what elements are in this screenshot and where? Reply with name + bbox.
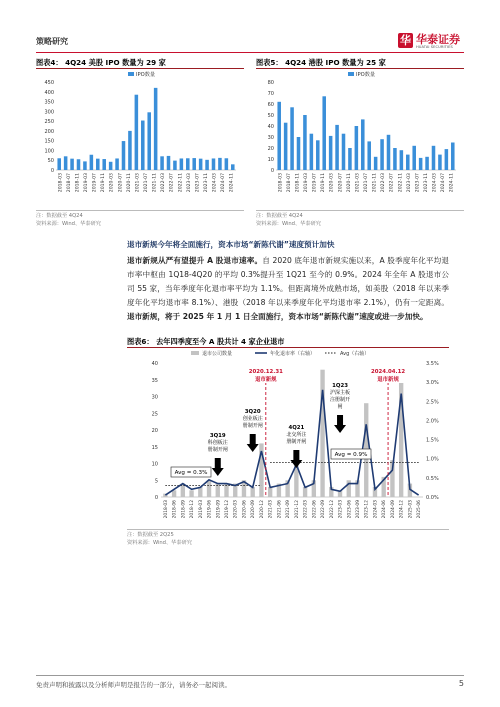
logo-cn-text: 华泰证券 — [416, 33, 460, 46]
fig5-bar — [380, 139, 384, 170]
fig6-annotation-text: 册制开闸 — [242, 423, 263, 429]
fig6-annotation-text: 册制开闸 — [286, 439, 307, 445]
fig6-xtick: 2018-12 — [190, 500, 196, 519]
fig6-annotation-text: 创业板注 — [242, 416, 263, 422]
fig5-xtick: 2024-11 — [449, 173, 455, 193]
fig6-ytick-left: 25 — [151, 411, 158, 418]
logo-mark-icon: 华 — [400, 34, 411, 47]
fig6-source: 资料来源：Wind、华泰研究 — [127, 540, 192, 546]
logo-en-text: HUATAI SECURITIES — [416, 45, 453, 49]
fig4-chart — [36, 70, 244, 208]
fig5-bar — [303, 115, 307, 170]
fig4-ytick: 150 — [44, 138, 54, 145]
fig4-bar — [83, 161, 87, 170]
fig6-ytick-right: 0.0% — [426, 495, 439, 501]
fig5-xtick: 2023-11 — [424, 173, 429, 193]
fig6-xtick: 2021-03 — [268, 500, 274, 519]
fig6-xtick: 2025-03 — [408, 500, 414, 519]
fig5-bar — [419, 158, 423, 170]
fig6-ytick-left: 0 — [154, 495, 158, 501]
fig5-title-rule — [256, 68, 464, 69]
fig4-bar — [147, 112, 151, 170]
fig5-bar — [342, 134, 346, 170]
page-number: 5 — [458, 679, 464, 688]
fig6-arrow-icon — [212, 458, 224, 476]
fig6-xtick: 2020-06 — [242, 500, 248, 519]
fig5-bar — [438, 155, 442, 170]
fig6-ytick-left: 20 — [151, 428, 158, 434]
fig5-ytick: 10 — [267, 157, 274, 163]
fig4-xtick: 2020-03 — [109, 173, 115, 193]
fig5-bar — [451, 143, 455, 171]
fig4-bar — [122, 141, 126, 170]
fig6-arrow-icon — [290, 450, 302, 468]
fig4-xtick: 2020-07 — [118, 173, 124, 193]
fig4-bar — [70, 159, 74, 170]
fig5-xtick: 2019-03 — [304, 173, 309, 193]
fig6-xtick: 2020-03 — [233, 500, 239, 519]
fig5-xtick: 2018-11 — [295, 173, 301, 193]
fig6-arrow-icon — [247, 434, 259, 452]
fig6-annotation-text: 册制开闸 — [207, 447, 228, 453]
fig6-xtick: 2022-03 — [303, 500, 309, 519]
fig5-bar — [406, 155, 410, 170]
fig5-bar — [387, 135, 391, 170]
fig4-bar — [102, 159, 106, 170]
fig6-ytick-left: 10 — [151, 461, 158, 468]
fig5-ytick: 40 — [267, 124, 274, 130]
fig6-bar — [172, 490, 176, 497]
footer-disclaimer: 免责声明和披露以及分析师声明是报告的一部分，请务必一起阅读。 — [36, 681, 231, 689]
fig5-bar — [348, 148, 352, 170]
fig6-xtick: 2023-09 — [356, 500, 361, 519]
fig6-annotation-title: 1Q23 — [332, 383, 348, 389]
fig5-ytick: 50 — [267, 113, 274, 119]
fig6-event-date: 2024.04.12 — [371, 369, 406, 375]
fig4-xtick: 2024-03 — [212, 173, 218, 193]
fig6-xtick: 2022-06 — [312, 500, 318, 519]
fig6-avg2-label: Avg = 0.9% — [334, 452, 368, 458]
fig4-xtick: 2022-11 — [178, 173, 184, 193]
fig5-bar — [367, 141, 371, 170]
fig6-bar — [320, 370, 324, 497]
fig5-title: 图表5： 4Q24 港股 IPO 数量为 25 家 — [256, 58, 386, 67]
fig4-legend-swatch — [128, 72, 134, 76]
fig6-ytick-right: 2.5% — [426, 399, 439, 406]
fig6-ytick-right: 1.0% — [426, 456, 439, 463]
fig4-ytick: 200 — [44, 128, 54, 135]
paragraph-1 — [127, 254, 449, 324]
fig5-bar — [329, 136, 333, 170]
fig6-xtick: 2024-03 — [373, 500, 379, 519]
fig6-xtick: 2019-06 — [207, 500, 213, 519]
fig6-ytick-left: 35 — [151, 377, 158, 384]
fig4-ytick: 250 — [44, 119, 54, 126]
fig6-ytick-right: 1.5% — [426, 437, 439, 444]
fig4-ytick: 450 — [44, 80, 54, 86]
fig5-xtick: 2021-03 — [355, 173, 361, 193]
fig4-xtick: 2023-07 — [195, 173, 201, 193]
fig6-annotation-title: 3Q19 — [209, 433, 226, 439]
fig4-xtick: 2019-11 — [101, 173, 107, 193]
fig4-xtick: 2023-11 — [204, 173, 209, 193]
fig4-xtick: 2018-03 — [58, 173, 64, 193]
fig6-legend-line: 年化退市率（右轴） — [270, 351, 316, 357]
fig6-bottom-rule — [127, 529, 449, 530]
fig5-xtick: 2022-07 — [389, 173, 395, 193]
fig6-xtick: 2023-06 — [347, 500, 353, 519]
fig4-title-rule — [36, 68, 244, 69]
fig6-xtick: 2018-06 — [172, 500, 178, 519]
fig6-xtick: 2024-12 — [399, 500, 405, 519]
fig5-ytick: 30 — [267, 135, 274, 141]
fig6-ytick-right: 0.5% — [426, 475, 439, 482]
fig6-xtick: 2021-06 — [277, 500, 283, 519]
fig4-xtick: 2022-03 — [161, 173, 167, 193]
fig6-ytick-left: 15 — [151, 444, 158, 451]
fig4-bar — [167, 156, 171, 170]
fig5-bar — [425, 157, 429, 170]
fig4-bar — [205, 160, 209, 170]
fig5-xtick: 2023-03 — [406, 173, 412, 193]
fig6-annotation-text: 科创板注 — [207, 440, 228, 446]
fig6-xtick: 2022-09 — [321, 500, 327, 519]
fig4-note: 注：数据截至 4Q24 — [36, 213, 83, 219]
fig6-xtick: 2025-06 — [417, 500, 423, 519]
fig6-annotation-text: 闸 — [337, 404, 343, 410]
footer-divider — [36, 675, 464, 676]
fig6-ytick-left: 40 — [151, 361, 158, 367]
fig6-legend-swatch-bar — [191, 351, 199, 355]
paragraph-1-text: 自 2020 底年退市新规实施以来，A 股季度年化平均退市率中枢由 1Q18-4Q20 的平均 0.3%提升至 1Q21 至今的 0.9%。2024 年全年 A 股退市公司 55 家，当年季度年化退市率平均为 1.1%。但距离境外成熟市场，如美股（2018 年以来季度年化平均退市率 8.1%）、港股（2018 年以来季度年化平均退市率 2.1%），仍有一定距离。 — [127, 256, 449, 307]
fig4-bar — [135, 95, 139, 170]
fig6-bar — [189, 490, 193, 497]
fig5-xtick: 2023-07 — [415, 173, 421, 193]
fig4-xtick: 2018-07 — [66, 173, 72, 193]
paragraph-1-lead: 退市新规从严有望提升 A 股退市速率。 — [127, 256, 263, 265]
fig4-title: 图表4： 4Q24 美股 IPO 数量为 29 家 — [36, 58, 166, 67]
fig5-bar — [284, 123, 288, 170]
fig5-xtick: 2022-11 — [398, 173, 404, 193]
fig4-bar — [186, 158, 190, 170]
fig4-bar — [90, 155, 94, 170]
fig5-ytick: 60 — [267, 102, 274, 108]
fig6-bar — [347, 480, 351, 497]
fig5-bar — [322, 96, 326, 170]
fig4-xtick: 2021-03 — [135, 173, 141, 193]
fig6-event-label: 退市新规 — [255, 377, 277, 383]
fig5-xtick: 2024-03 — [432, 173, 438, 193]
fig4-bar — [115, 158, 119, 170]
fig4-xtick: 2022-07 — [169, 173, 175, 193]
fig4-legend-label: IPO数量 — [136, 72, 156, 78]
fig6-bar — [207, 480, 211, 497]
fig4-bar — [57, 158, 61, 170]
fig5-bar — [290, 107, 294, 170]
fig6-note: 注：数据截至 2Q25 — [127, 532, 174, 538]
fig4-xtick: 2021-11 — [152, 173, 158, 193]
fig4-bar — [77, 159, 81, 170]
fig4-bar — [192, 158, 196, 170]
fig4-ytick: 0 — [50, 168, 54, 174]
section-title: 策略研究 — [36, 37, 68, 46]
fig6-xtick: 2020-12 — [259, 500, 265, 519]
header-divider — [36, 52, 464, 53]
fig6-event-label: 退市新规 — [377, 377, 399, 383]
fig4-ytick: 100 — [44, 148, 54, 155]
fig4-xtick: 2020-11 — [126, 173, 132, 193]
fig6-annotation-text: 注册制开 — [330, 397, 351, 403]
fig6-xtick: 2023-03 — [338, 500, 344, 519]
fig5-bar — [361, 119, 365, 170]
paragraph-1-conclusion: 退市新规，将于 2025 年 1 月 1 日全面施行，资本市场“新陈代谢”速度或进一步加快。 — [127, 312, 428, 321]
fig6-title-rule — [127, 347, 449, 348]
fig5-xtick: 2022-03 — [381, 173, 387, 193]
fig5-source: 资料来源：Wind、华泰研究 — [256, 221, 321, 227]
fig5-ytick: 0 — [270, 168, 274, 174]
fig5-xtick: 2024-07 — [441, 173, 447, 193]
fig4-bar — [231, 164, 235, 170]
fig6-chart — [127, 349, 449, 527]
body-text — [127, 238, 449, 324]
fig5-bar — [277, 102, 281, 170]
company-logo — [398, 31, 466, 51]
fig5-bar — [355, 126, 359, 170]
fig5-xtick: 2020-11 — [346, 173, 352, 193]
section-heading: 退市新规今年将全面施行，资本市场“新陈代谢”速度预计加快 — [127, 240, 335, 249]
fig4-bottom-rule — [36, 210, 244, 211]
fig5-bar — [297, 137, 301, 170]
fig6-annotation-text: 北交所注 — [286, 432, 307, 438]
fig5-bar — [393, 148, 397, 170]
fig4-xtick: 2019-03 — [84, 173, 89, 193]
fig5-bar — [374, 157, 378, 170]
fig5-legend-swatch — [348, 72, 354, 76]
fig5-bar — [400, 150, 404, 170]
fig4-bar — [128, 131, 132, 170]
fig4-bar — [225, 158, 229, 170]
fig4-bar — [109, 162, 113, 170]
fig5-xtick: 2018-03 — [278, 173, 284, 193]
fig6-avg1-label: Avg = 0.3% — [174, 470, 208, 476]
fig6-xtick: 2022-12 — [329, 500, 335, 519]
fig4-source: 资料来源：Wind、华泰研究 — [36, 221, 101, 227]
fig4-bar — [212, 158, 216, 170]
fig6-title: 图表6： 去年四季度至今 A 股共计 4 家企业退市 — [127, 337, 285, 346]
fig4-bar — [160, 156, 164, 170]
fig6-legend-avg: Avg（右轴） — [340, 351, 370, 357]
fig5-bar — [316, 140, 320, 170]
fig5-bar — [412, 146, 416, 170]
fig4-xtick: 2023-03 — [186, 173, 192, 193]
fig4-bar — [154, 88, 158, 170]
fig4-bar — [180, 158, 184, 170]
fig4-ytick: 350 — [44, 99, 54, 106]
fig6-xtick: 2019-12 — [225, 500, 230, 519]
fig5-bar — [432, 146, 436, 170]
fig6-bar — [251, 487, 255, 497]
fig6-event-date: 2020.12.31 — [248, 369, 283, 375]
fig6-xtick: 2018-03 — [163, 500, 169, 519]
fig5-legend-label: IPO数量 — [356, 72, 376, 78]
fig4-bar — [64, 156, 68, 170]
fig5-ytick: 70 — [267, 91, 274, 97]
fig6-xtick: 2018-09 — [181, 500, 187, 519]
fig6-annotation-title: 3Q20 — [244, 409, 261, 415]
fig6-ytick-right: 3.0% — [426, 380, 439, 387]
fig6-xtick: 2020-09 — [251, 500, 257, 519]
fig6-xtick: 2023-12 — [364, 500, 370, 519]
fig5-bar — [335, 125, 339, 170]
fig6-ytick-right: 3.5% — [426, 361, 439, 367]
fig5-xtick: 2019-11 — [321, 173, 327, 193]
fig5-ytick: 80 — [267, 80, 274, 86]
fig6-xtick: 2019-09 — [216, 500, 222, 519]
fig5-xtick: 2020-07 — [338, 173, 344, 193]
fig4-ytick: 50 — [47, 158, 54, 165]
fig6-xtick: 2024-06 — [382, 500, 388, 519]
fig4-bar — [141, 121, 145, 170]
fig4-xtick: 2021-07 — [144, 173, 149, 193]
fig6-ytick-left: 5 — [154, 478, 158, 485]
fig6-xtick: 2019-03 — [198, 500, 204, 519]
fig6-annotation-title: 4Q21 — [288, 425, 305, 431]
fig6-bar — [268, 487, 272, 497]
fig6-arrow-icon — [334, 415, 346, 433]
fig6-annotation-text: 沪深主板 — [330, 390, 351, 396]
fig5-xtick: 2018-07 — [286, 173, 292, 193]
fig5-bottom-rule — [256, 210, 464, 211]
fig6-xtick: 2021-09 — [286, 500, 292, 519]
fig5-ytick: 20 — [267, 146, 274, 152]
fig5-bar — [445, 149, 449, 170]
fig4-ytick: 300 — [44, 109, 54, 116]
fig5-xtick: 2019-07 — [312, 173, 318, 193]
fig4-bar — [218, 158, 222, 170]
fig4-bar — [199, 159, 203, 170]
fig4-bar — [96, 159, 100, 170]
fig6-bar — [303, 487, 307, 497]
fig4-xtick: 2024-07 — [221, 173, 227, 193]
fig6-xtick: 2024-09 — [390, 500, 396, 519]
fig6-ytick-left: 30 — [151, 394, 158, 401]
fig6-legend-bar: 退市公司数量 — [202, 351, 233, 357]
fig6-ytick-right: 2.0% — [426, 418, 439, 425]
fig4-ytick: 400 — [44, 89, 54, 96]
fig4-bar — [173, 161, 177, 170]
fig5-xtick: 2020-03 — [329, 173, 335, 193]
fig6-xtick: 2021-12 — [294, 500, 300, 519]
fig5-note: 注：数据截至 4Q24 — [256, 213, 303, 219]
fig5-bar — [310, 134, 314, 170]
fig5-chart — [256, 70, 464, 208]
fig5-xtick: 2021-07 — [364, 173, 369, 193]
fig5-xtick: 2021-11 — [372, 173, 378, 193]
fig4-xtick: 2019-07 — [92, 173, 98, 193]
fig4-xtick: 2018-11 — [75, 173, 81, 193]
fig4-xtick: 2024-11 — [229, 173, 235, 193]
